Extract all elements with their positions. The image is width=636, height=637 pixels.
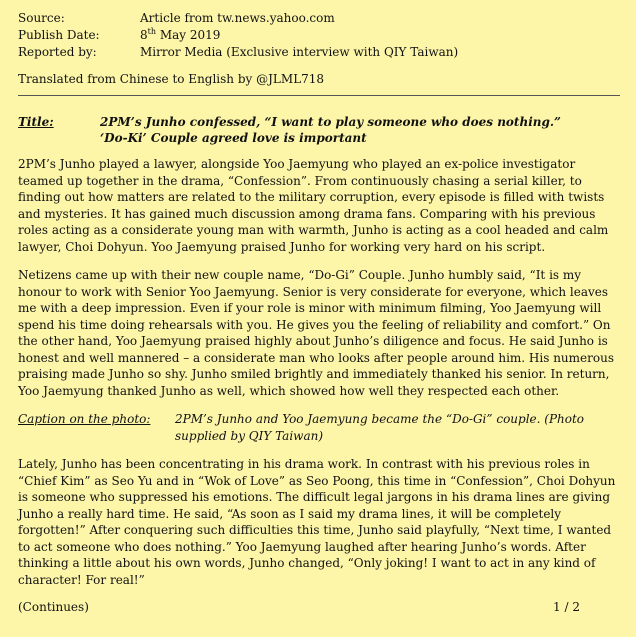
- date-suffix: th: [147, 27, 157, 36]
- paragraph-1: 2PM’s Junho played a lawyer, alongside Yoo Jaemyung who played an ex-police investigator teamed up together in the drama, “Confession”. From continuously chasing a serial killer, to finding out how matters are related to the military corruption, every episode is filled with twists and mysteries. It has gained much discussion among drama fans. Comparing with his previous roles acting as a considerate young man with warmth, Junho is acting as a cool headed and calm lawyer, Choi Dohyun. Yoo Jaemyung praised Junho for working very hard on his script.: [18, 157, 609, 254]
- caption-text: 2PM’s Junho and Yoo Jaemyung became the “Do-Gi” couple. (Photo supplied by QIY Taiwan): [175, 412, 585, 443]
- title-line-1: 2PM’s Junho confessed, “I want to play someone who does nothing.”: [100, 115, 561, 129]
- page-footer: [18, 600, 620, 614]
- publish-date-row: [18, 27, 620, 44]
- reporter-label: Reported by:: [18, 45, 97, 59]
- publish-date-value: [140, 27, 620, 44]
- paragraph-2: Netizens came up with their new couple name, “Do-Gi” Couple. Junho humbly said, “It is my honour to work with Senior Yoo Jaemyung. Senior is very considerate for everyone, which leaves me with a deep impression. Even if your role is minor with minimum filming, Yoo Jaemyung will spend his time doing rehearsals with you. He gives you the feeling of reliability and comfort.” On the other hand, Yoo Jaemyung praised highly about Junho’s diligence and focus. He said Junho is honest and well mannered – a considerate man who looks after people around him. His numerous praising made Junho so shy. Junho smiled brightly and immediately thanked his senior. In return, Yoo Jaemyung thanked Junho as well, which showed how well they respected each other.: [18, 268, 614, 398]
- title-label: Title:: [18, 115, 54, 129]
- title-line-2: ‘Do-Ki’ Couple agreed love is important: [100, 131, 367, 145]
- source-label: Source:: [18, 11, 65, 25]
- date-rest: May 2019: [156, 28, 221, 42]
- title-lines: [100, 114, 620, 146]
- reporter-row: [18, 44, 620, 61]
- continues-note: (Continues): [18, 600, 89, 614]
- source-row: [18, 10, 620, 27]
- date-day: 8: [140, 28, 148, 42]
- reporter-value: Mirror Media (Exclusive interview with QIY Taiwan): [140, 45, 459, 59]
- article-metadata: [18, 10, 620, 61]
- divider: [18, 95, 620, 96]
- publish-date-label: Publish Date:: [18, 28, 100, 42]
- page-number: 1 / 2: [553, 600, 580, 614]
- article-title: [18, 114, 620, 146]
- translator-credit: Translated from Chinese to English by @JLML718: [18, 72, 325, 86]
- caption-label: Caption on the photo:: [18, 412, 151, 426]
- photo-caption: [18, 411, 620, 444]
- source-value: Article from tw.news.yahoo.com: [140, 11, 335, 25]
- paragraph-3: Lately, Junho has been concentrating in his drama work. In contrast with his previous roles in “Chief Kim” as Seo Yu and in “Wok of Love” as Seo Poong, this time in “Confession”, Choi Dohyun is someone who suppressed his emotions. The difficult legal jargons in his drama lines are giving Junho a really hard time. He said, “As soon as I said my drama lines, it will be completely forgotten!” After conquering such difficulties this time, Junho said playfully, “Next time, I wanted to act someone who does nothing.” Yoo Jaemyung laughed after hearing Junho’s words. After thinking a little about his own words, Junho changed, “Only joking! I want to act in any kind of character! For real!”: [18, 457, 616, 587]
